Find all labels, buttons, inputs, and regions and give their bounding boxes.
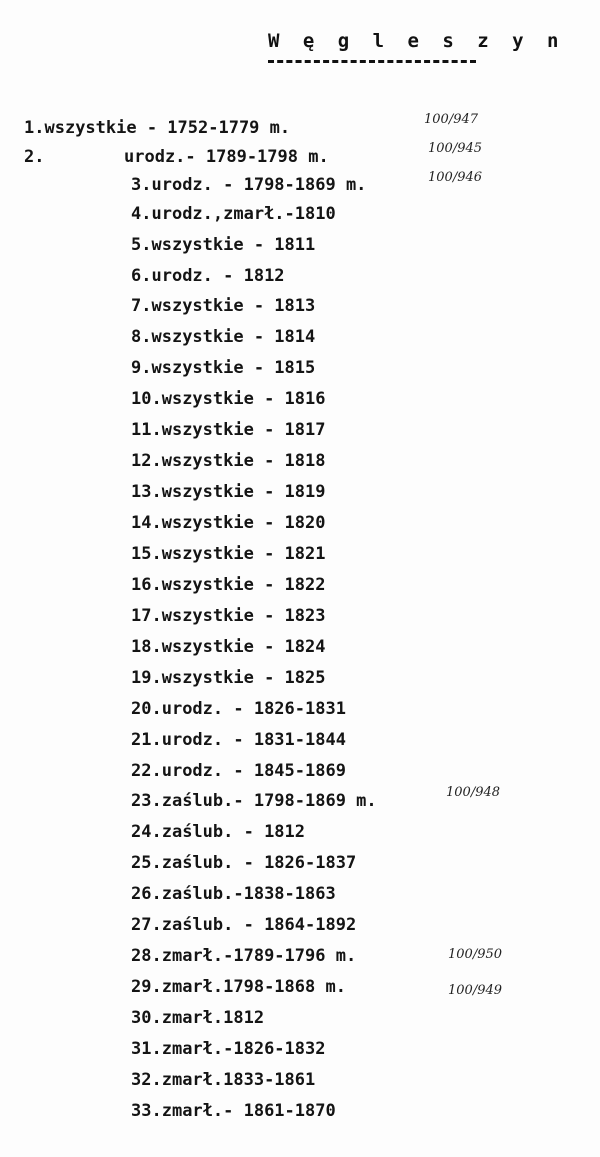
entry-number: 13. (131, 482, 162, 502)
archive-signature: 100/949 (448, 983, 503, 998)
list-item (131, 606, 325, 626)
list-item (24, 118, 290, 138)
entry-text: wszystkie - 1817 (161, 420, 326, 440)
entry-text: zaślub.-1838-1863 (161, 884, 336, 904)
list-item (131, 358, 315, 378)
list-item (131, 575, 325, 595)
list-item (131, 884, 336, 904)
entry-text: zmarł.1798-1868 m. (161, 977, 346, 997)
archive-signature: 100/950 (448, 947, 503, 962)
entry-number: 18. (131, 637, 162, 657)
entry-text: zaślub. - 1826-1837 (161, 853, 357, 873)
list-item (131, 544, 325, 564)
entry-number: 14. (131, 513, 162, 533)
list-item (131, 513, 325, 533)
entry-number: 12. (131, 451, 162, 471)
entry-number: 8. (131, 327, 152, 347)
entry-text: wszystkie - 1824 (161, 637, 326, 657)
list-item (131, 853, 356, 873)
list-item (131, 1008, 264, 1028)
entry-text: urodz. - 1831-1844 (161, 730, 346, 750)
entry-number: 33. (131, 1101, 162, 1121)
list-item (131, 699, 346, 719)
entry-text: wszystkie - 1821 (161, 544, 326, 564)
entry-text: zmarł.1812 (161, 1008, 265, 1028)
entry-number: 30. (131, 1008, 162, 1028)
entry-text: wszystkie - 1816 (161, 389, 326, 409)
archive-signature: 100/945 (428, 141, 483, 156)
archive-signature: 100/947 (424, 112, 479, 127)
entry-text: zaślub.- 1798-1869 m. (161, 791, 377, 811)
entry-text: wszystkie - 1820 (161, 513, 326, 533)
entry-text: wszystkie - 1819 (161, 482, 326, 502)
entry-number: 9. (131, 358, 152, 378)
entry-text: zmarł.-1789-1796 m. (161, 946, 357, 966)
list-item (131, 668, 325, 688)
list-item (131, 327, 315, 347)
list-item (131, 204, 336, 224)
entry-text: zmarł.1833-1861 (161, 1070, 316, 1090)
list-item (131, 730, 346, 750)
entry-number: 26. (131, 884, 162, 904)
archive-signature: 100/946 (428, 170, 483, 185)
list-item (131, 822, 305, 842)
list-item (131, 791, 377, 811)
entry-number: 22. (131, 761, 162, 781)
entry-text: zaślub. - 1864-1892 (161, 915, 357, 935)
entry-text: wszystkie - 1752-1779 m. (44, 118, 291, 138)
entry-text: urodz.- 1789-1798 m. (124, 147, 329, 167)
entry-number: 15. (131, 544, 162, 564)
entry-text: wszystkie - 1813 (151, 296, 316, 316)
entry-text: urodz.,zmarł.-1810 (151, 204, 336, 224)
entry-number: 21. (131, 730, 162, 750)
entry-number: 29. (131, 977, 162, 997)
list-item (131, 451, 325, 471)
entry-text: wszystkie - 1818 (161, 451, 326, 471)
list-item (131, 761, 346, 781)
entry-number: 5. (131, 235, 152, 255)
entry-text: urodz. - 1798-1869 m. (151, 175, 367, 195)
list-item (24, 147, 329, 167)
archive-signature: 100/948 (446, 785, 501, 800)
entry-text: urodz. - 1826-1831 (161, 699, 346, 719)
entry-number: 23. (131, 791, 162, 811)
entry-number: 16. (131, 575, 162, 595)
entry-number: 20. (131, 699, 162, 719)
list-item (131, 1101, 336, 1121)
entry-text: zaślub. - 1812 (161, 822, 306, 842)
entry-number: 11. (131, 420, 162, 440)
list-item (131, 175, 366, 195)
entry-text: wszystkie - 1825 (161, 668, 326, 688)
entry-text: urodz. - 1812 (151, 266, 285, 286)
entry-text: urodz. - 1845-1869 (161, 761, 346, 781)
document-title: W ę g l e s z y n (268, 30, 565, 52)
entry-text: wszystkie - 1815 (151, 358, 316, 378)
entry-number: 28. (131, 946, 162, 966)
entry-number: 24. (131, 822, 162, 842)
entry-number: 4. (131, 204, 152, 224)
list-item (131, 915, 356, 935)
list-item (131, 296, 315, 316)
entry-text: zmarł.- 1861-1870 (161, 1101, 336, 1121)
list-item (131, 420, 325, 440)
entry-number: 6. (131, 266, 152, 286)
list-item (131, 977, 346, 997)
entry-number: 19. (131, 668, 162, 688)
list-item (131, 946, 356, 966)
list-item (131, 1070, 315, 1090)
entry-text: wszystkie - 1811 (151, 235, 316, 255)
entry-number: 25. (131, 853, 162, 873)
entry-text: zmarł.-1826-1832 (161, 1039, 326, 1059)
entry-number: 3. (131, 175, 152, 195)
list-item (131, 482, 325, 502)
list-item (131, 637, 325, 657)
entry-number: 27. (131, 915, 162, 935)
entry-text: wszystkie - 1814 (151, 327, 316, 347)
entry-number: 17. (131, 606, 162, 626)
entry-number: 32. (131, 1070, 162, 1090)
entry-text: wszystkie - 1822 (161, 575, 326, 595)
entry-number: 1. (24, 118, 45, 138)
entry-number: 2. (24, 147, 45, 167)
list-item (131, 235, 315, 255)
list-item (131, 1039, 325, 1059)
entry-text: wszystkie - 1823 (161, 606, 326, 626)
list-item (131, 266, 285, 286)
entry-number: 31. (131, 1039, 162, 1059)
list-item (131, 389, 325, 409)
entry-number: 7. (131, 296, 152, 316)
entry-number: 10. (131, 389, 162, 409)
